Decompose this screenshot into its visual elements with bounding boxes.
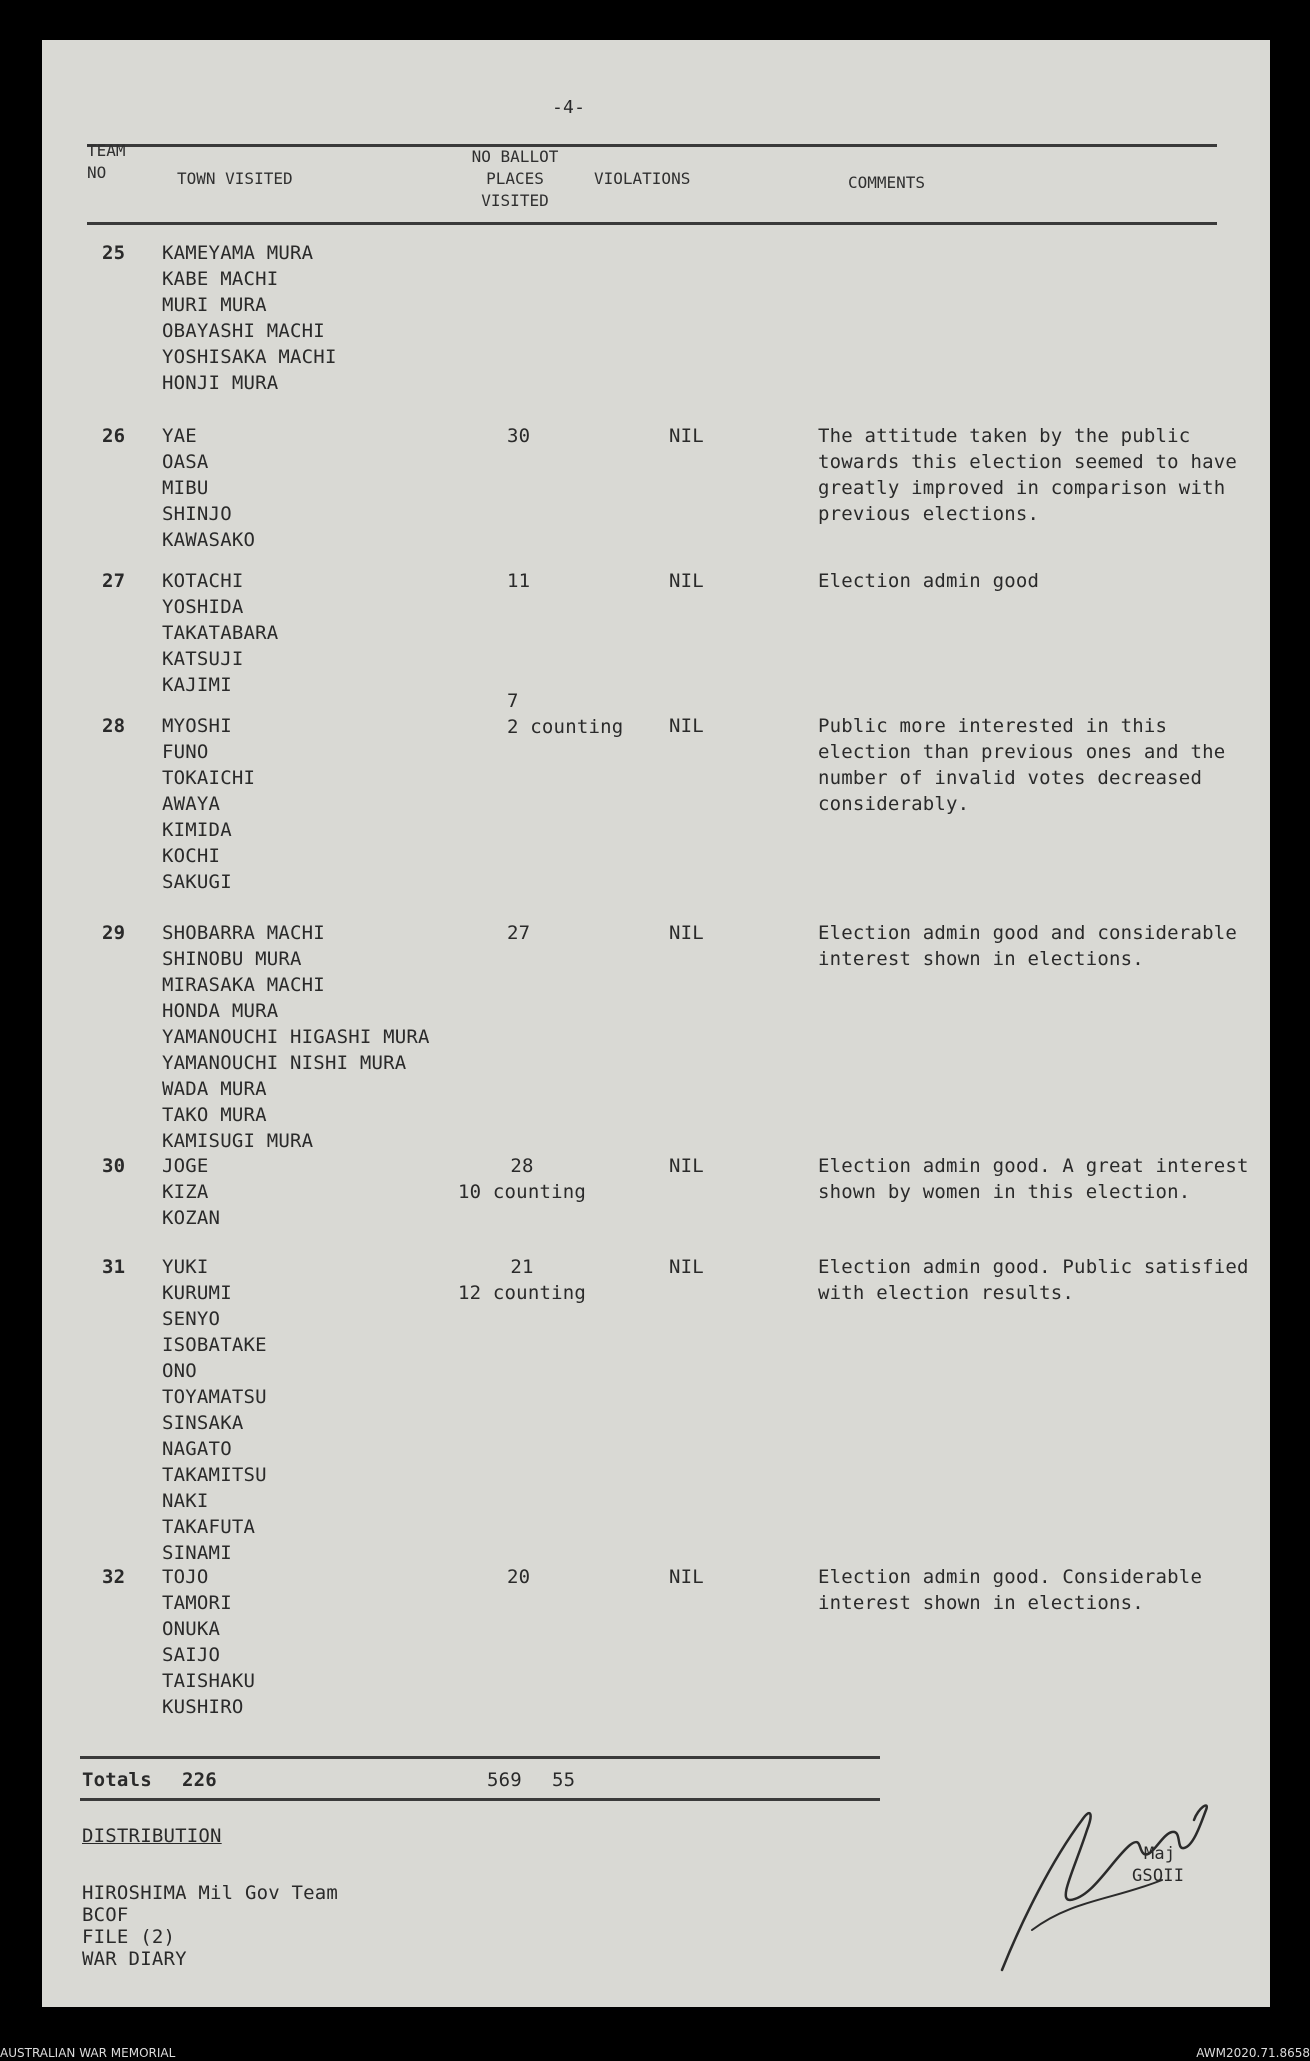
distribution-item: HIROSHIMA Mil Gov Team (82, 1882, 339, 1904)
comment-text: Election admin good. Considerable interest shown in elections. (818, 1566, 1203, 1614)
town-name: MYOSHI (162, 715, 232, 737)
town-name: TAKATABARA (162, 622, 279, 644)
town-name: TOKAICHI (162, 767, 256, 789)
team-number: 27 (102, 570, 126, 592)
town-name: SINAMI (162, 1542, 232, 1564)
totals-top-rule (80, 1756, 880, 1759)
town-name: YOSHISAKA MACHI (162, 346, 337, 368)
town-name: ONO (162, 1360, 197, 1382)
town-name: SAKUGI (162, 871, 232, 893)
comment-text: Election admin good (818, 570, 1040, 592)
town-name: KAMISUGI MURA (162, 1130, 314, 1152)
footer-left: AUSTRALIAN WAR MEMORIAL (0, 2046, 176, 2060)
town-name: WADA MURA (162, 1078, 267, 1100)
violations-value: NIL (669, 570, 704, 592)
signature-block (1132, 1843, 1184, 1887)
town-name: YAMANOUCHI NISHI MURA (162, 1052, 407, 1074)
distribution-item: WAR DIARY (82, 1948, 187, 1970)
town-name: TAKAMITSU (162, 1464, 267, 1486)
totals-places: 569 (487, 1769, 522, 1791)
town-name: KATSUJI (162, 648, 244, 670)
signature-rank: Maj (1144, 1844, 1176, 1864)
town-name: KOZAN (162, 1207, 221, 1229)
town-name: KOTACHI (162, 570, 244, 592)
team-number: 29 (102, 922, 126, 944)
violations-value: NIL (669, 1256, 704, 1278)
town-name: SHINOBU MURA (162, 948, 302, 970)
town-name: MIBU (162, 477, 209, 499)
town-name: KIMIDA (162, 819, 232, 841)
header-town-visited: TOWN VISITED (177, 169, 293, 188)
ballot-places: 21 12 counting (457, 1256, 587, 1304)
ballot-places: 27 (507, 922, 531, 944)
town-name: SHOBARRA MACHI (162, 922, 325, 944)
header-comments: COMMENTS (848, 173, 926, 192)
town-name: ONUKA (162, 1618, 221, 1640)
team-number: 28 (102, 715, 126, 737)
violations-value: NIL (669, 425, 704, 447)
town-name: TOYAMATSU (162, 1386, 267, 1408)
town-list (162, 423, 255, 553)
distribution-heading: DISTRIBUTION (82, 1825, 222, 1847)
town-name: KABE MACHI (162, 268, 279, 290)
town-name: YAMANOUCHI HIGASHI MURA (162, 1026, 430, 1048)
ballot-places: 28 10 counting (457, 1155, 587, 1203)
town-list (162, 1153, 220, 1231)
violations-value: NIL (669, 922, 704, 944)
team-number: 26 (102, 425, 126, 447)
comment-text: Public more interested in this election than previous ones and the number of invalid votes decreased considerably. (818, 715, 1226, 815)
town-list (162, 1254, 267, 1566)
town-name: YAE (162, 425, 197, 447)
totals-counting: 55 (552, 1769, 576, 1791)
document-page (42, 40, 1270, 2007)
comment-text: Election admin good and considerable interest shown in elections. (818, 922, 1238, 970)
town-name: KAJIMI (162, 674, 232, 696)
violations-value: NIL (669, 1566, 704, 1588)
town-list (162, 240, 337, 396)
town-name: JOGE (162, 1155, 209, 1177)
violations-value: NIL (669, 715, 704, 737)
team-number: 32 (102, 1566, 126, 1588)
comment-text: Election admin good. A great interest shown by women in this election. (818, 1155, 1249, 1203)
header-bottom-rule (87, 222, 1217, 225)
town-name: KAWASAKO (162, 529, 256, 551)
town-list (162, 568, 278, 698)
header-violations: VIOLATIONS (594, 169, 691, 188)
team-number: 25 (102, 242, 126, 264)
town-name: KAMEYAMA MURA (162, 242, 314, 264)
town-name: TAMORI (162, 1592, 232, 1614)
town-list (162, 1564, 255, 1720)
town-name: SAIJO (162, 1644, 221, 1666)
signature-title: GSOII (1132, 1866, 1185, 1886)
town-name: ISOBATAKE (162, 1334, 267, 1356)
ballot-places: 20 (507, 1566, 531, 1588)
footer-right: AWM2020.71.8658 (1196, 2046, 1310, 2060)
town-name: SENYO (162, 1308, 221, 1330)
town-name: OASA (162, 451, 209, 473)
town-name: KIZA (162, 1181, 209, 1203)
town-name: SINSAKA (162, 1412, 244, 1434)
totals-towns: 226 (182, 1769, 217, 1791)
town-name: NAGATO (162, 1438, 232, 1460)
ballot-places: 7 2 counting (507, 690, 624, 738)
team-number: 31 (102, 1256, 126, 1278)
town-name: YOSHIDA (162, 596, 244, 618)
ballot-places: 11 (507, 570, 531, 592)
totals-bottom-rule (80, 1798, 880, 1801)
town-list (162, 920, 430, 1154)
town-name: TAKO MURA (162, 1104, 267, 1126)
town-name: KUSHIRO (162, 1696, 244, 1718)
town-name: TAISHAKU (162, 1670, 256, 1692)
distribution-item: FILE (2) (82, 1926, 176, 1948)
totals-label: Totals (82, 1769, 152, 1791)
page-number: -4- (552, 97, 586, 118)
ballot-places: 30 (507, 425, 531, 447)
town-name: KURUMI (162, 1282, 232, 1304)
town-name: NAKI (162, 1490, 209, 1512)
distribution-list (82, 1882, 338, 1970)
town-name: HONJI MURA (162, 372, 279, 394)
town-name: OBAYASHI MACHI (162, 320, 325, 342)
town-name: AWAYA (162, 793, 221, 815)
town-name: MURI MURA (162, 294, 267, 316)
town-name: YUKI (162, 1256, 209, 1278)
town-name: HONDA MURA (162, 1000, 279, 1022)
town-name: MIRASAKA MACHI (162, 974, 325, 996)
team-number: 30 (102, 1155, 126, 1177)
town-list (162, 713, 255, 895)
comment-text: Election admin good. Public satisfied with election results. (818, 1256, 1249, 1304)
header-ballot-places: NO BALLOT PLACES VISITED (471, 147, 559, 210)
violations-value: NIL (669, 1155, 704, 1177)
town-name: TAKAFUTA (162, 1516, 256, 1538)
header-team-no: TEAM NO (87, 141, 126, 182)
town-name: FUNO (162, 741, 209, 763)
town-name: TOJO (162, 1566, 209, 1588)
town-name: SHINJO (162, 503, 232, 525)
distribution-item: BCOF (82, 1904, 129, 1926)
town-name: KOCHI (162, 845, 221, 867)
header-top-rule (87, 144, 1217, 147)
comment-text: The attitude taken by the public towards this election seemed to have greatly improved in comparison with previous elections. (818, 425, 1238, 525)
